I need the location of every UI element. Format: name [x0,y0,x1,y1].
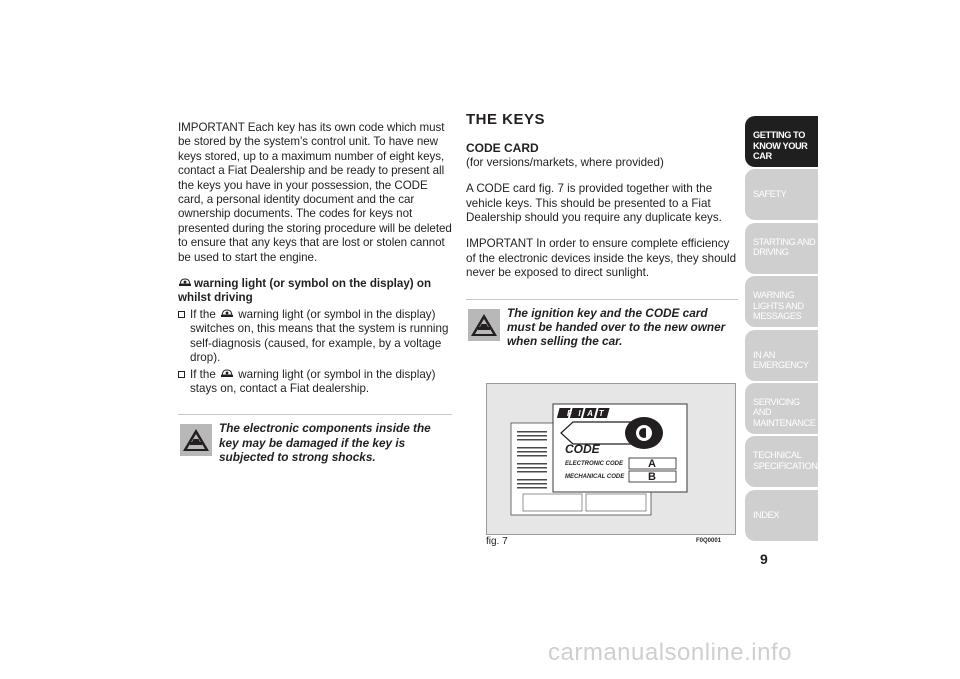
tab-getting-to-know-your-car[interactable]: GETTING TO KNOW YOUR CAR [745,116,818,167]
bullet-item-1: If the warning light (or symbol in the display) switches on, this means that the system is running self-diagnosis (caused, for example, by a voltage drop). [178,308,452,366]
figure-caption: fig. 7 [486,536,508,547]
caution-box-left [178,414,452,464]
page-number: 9 [760,551,768,567]
car-key-warning-icon [220,308,234,319]
watermark: carmanualsonline.info [548,639,792,666]
caution-car-icon [180,424,212,456]
bullet-item-2: If the warning light (or symbol in the display) stays on, contact a Fiat dealership. [178,368,452,397]
electronic-code-value: A [648,458,656,470]
caution-box-right [466,299,738,349]
electronic-code-label: ELECTRONIC CODE [565,461,624,467]
tab-technical-specifications[interactable]: TECHNICAL SPECIFICATIONS [745,436,818,487]
mechanical-code-value: B [648,471,656,483]
right-column [466,113,738,349]
tab-index[interactable]: INDEX [745,490,818,541]
subsection-title: CODE CARD [466,141,539,156]
figure-id: F0Q0001 [696,538,722,544]
code-card-figure [486,383,736,535]
tab-servicing-and-maintenance[interactable]: SERVICING AND MAINTENANCE [745,383,818,434]
caution-text: The ignition key and the CODE card must be handed over to the new owner when selling the car. [507,305,726,349]
tab-in-an-emergency[interactable]: IN AN EMERGENCY [745,330,818,381]
tab-warning-lights-and-messages[interactable]: WARNING LIGHTS AND MESSAGES [745,276,818,327]
left-column [178,121,452,465]
card-code-label: CODE [565,442,600,456]
subsection-note: (for versions/markets, where provided) [466,155,664,169]
code-card-paragraph: A CODE card fig. 7 is provided together with the vehicle keys. This should be presented to a Fiat Dealership should you require any duplicate keys. [466,182,722,225]
tab-starting-and-driving[interactable]: STARTING AND DRIVING [745,223,818,274]
caution-car-icon [468,309,500,341]
caution-text: The electronic components inside the key may be damaged if the key is subjected to strong shocks. [219,421,431,465]
important-paragraph: IMPORTANT Each key has its own code which must be stored by the system’s control unit. To have new keys stored, up to a maximum number of eight keys, contact a Fiat Dealership and be ready to present all the keys you have in your possession, the CODE card, a personal identity document and the car ownership documents. The codes for keys not presented during the storing procedure will be deleted to ensure that any keys that are lost or stolen cannot be used to start the engine. [178,121,452,264]
important-sunlight-paragraph: IMPORTANT In order to ensure complete efficiency of the electronic devices inside the keys, they should never be exposed to direct sunlight. [466,237,737,280]
checkbox-bullet-icon [178,371,185,378]
card-brand: FIAT [567,409,611,418]
mechanical-code-label: MECHANICAL CODE [565,474,625,480]
warning-light-heading: warning light (or symbol on the display) on whilst driving [178,277,432,305]
section-title: THE KEYS [466,111,546,128]
checkbox-bullet-icon [178,311,185,318]
car-key-warning-icon [220,368,234,379]
car-key-warning-icon [178,277,192,288]
chapter-tabs [745,116,824,543]
tab-safety[interactable]: SAFETY [745,169,818,220]
